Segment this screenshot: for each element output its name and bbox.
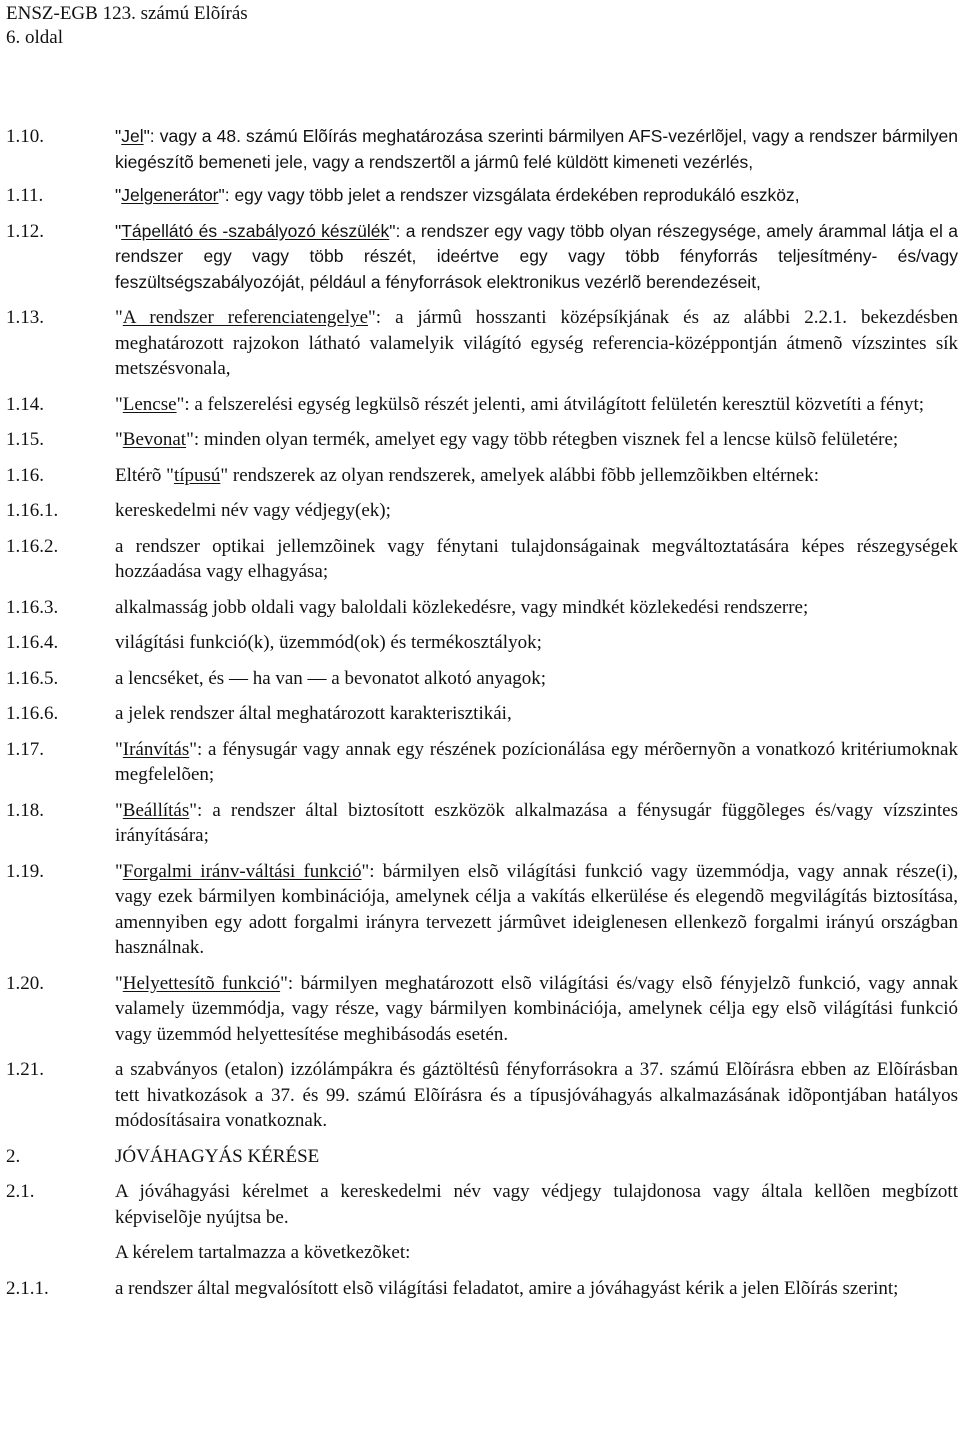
entry-2-1-intro xyxy=(6,1240,958,1266)
entry-text: "Bevonat": minden olyan termék, amelyet egy vagy több rétegben visznek fel a lencse külsõ felületére; xyxy=(115,429,899,450)
entry-1-10 xyxy=(6,124,958,175)
entry-number: 1.10. xyxy=(6,126,44,147)
entry-number: 1.13. xyxy=(6,307,44,328)
entry-1-12 xyxy=(6,219,958,296)
entry-1-18 xyxy=(6,798,958,849)
entry-number: 1.16.5. xyxy=(6,667,59,689)
defined-term: Jelgenerátor xyxy=(121,185,219,205)
entry-number: 1.16.1. xyxy=(6,500,59,521)
entry-2-1-1 xyxy=(6,1276,958,1302)
entry-1-16-5 xyxy=(6,666,958,692)
entry-number: 1.16.2. xyxy=(6,535,59,557)
section-title: JÓVÁHAGYÁS KÉRÉSE xyxy=(115,1145,320,1167)
entry-1-21 xyxy=(6,1057,958,1134)
section-number: 2. xyxy=(6,1145,21,1167)
entry-text: "Jel": vagy a 48. számú Elõírás meghatározása szerinti bármilyen AFS-vezérlõjel, vagy a rendszer bármilyen kiegészítõ bemeneti jele, vagy a rendszertõl a jármû felé küldött kimeneti vezérlés, xyxy=(115,126,958,172)
entry-number: 1.18. xyxy=(6,799,44,821)
page-header xyxy=(6,2,248,50)
entry-text: a rendszer által megvalósított elsõ világítási feladatot, amire a jóváhagyást kérik a jelen Elõírás szerint; xyxy=(115,1277,899,1299)
entry-1-11 xyxy=(6,183,958,209)
entry-number: 1.15. xyxy=(6,429,44,450)
entry-1-19 xyxy=(6,859,958,961)
entry-text: "Iránvítás": a fénysugár vagy annak egy részének pozícionálása egy mérõernyõn a vonatkozó kritériumoknak megfelelõen; xyxy=(115,738,958,785)
entry-text: a rendszer optikai jellemzõinek vagy fénytani tulajdonságainak megváltoztatására képes részegységek hozzáadása vagy elhagyása; xyxy=(115,535,958,582)
document-body xyxy=(6,124,958,1301)
entry-number: 1.11. xyxy=(6,185,44,206)
defined-term: Jel xyxy=(121,126,144,146)
defined-term: Forgalmi iránv-váltási funkció xyxy=(122,860,362,882)
entry-1-15 xyxy=(6,427,958,453)
entry-1-14 xyxy=(6,392,958,418)
defined-term: Tápellátó és -szabályozó készülék xyxy=(121,220,390,241)
entry-number: 1.12. xyxy=(6,220,44,242)
defined-term: Helyettesítõ funkció xyxy=(122,972,281,994)
entry-text: A jóváhagyási kérelmet a kereskedelmi név vagy védjegy tulajdonosa vagy általa kellõen megbízott képviselõje nyújtsa be. xyxy=(115,1181,958,1228)
entry-text: a jelek rendszer által meghatározott karakterisztikái, xyxy=(115,703,512,724)
entry-text: alkalmasság jobb oldali vagy baloldali közlekedésre, vagy mindkét közlekedési rendszerre; xyxy=(115,596,809,618)
document-title: ENSZ-EGB 123. számú Elõírás xyxy=(6,3,248,24)
entry-text: "Forgalmi iránv-váltási funkció": bármilyen elsõ világítási funkció vagy üzemmódja, vagy annak része(i), vagy ezek bármilyen kombinációja, amelynek célja a vakítás elkerülése és elegendõ megvilágítás biztosítása, amennyiben egy adott forgalmi irányra tervezett jármûvet ideiglenesen ellenkezõ forgalmi irányú országban használnak. xyxy=(115,860,959,958)
entry-1-16 xyxy=(6,463,958,489)
page-number: 6. oldal xyxy=(6,27,63,48)
entry-number: 1.16.6. xyxy=(6,703,59,724)
entry-text: világítási funkció(k), üzemmód(ok) és termékosztályok; xyxy=(115,632,542,653)
entry-number: 1.20. xyxy=(6,972,44,994)
entry-1-16-3 xyxy=(6,595,958,621)
entry-number: 1.21. xyxy=(6,1059,44,1080)
section-heading xyxy=(6,1144,958,1170)
entry-text: Eltérõ "típusú" rendszerek az olyan rendszerek, amelyek alábbi fõbb jellemzõikben eltérnek: xyxy=(115,464,819,486)
defined-term: A rendszer referenciatengelye xyxy=(122,307,369,328)
entry-text: a lencséket, és — ha van — a bevonatot alkotó anyagok; xyxy=(115,667,547,689)
entry-1-20 xyxy=(6,971,958,1048)
entry-number: 2.1.1. xyxy=(6,1277,49,1299)
entry-number xyxy=(6,1240,115,1266)
entry-text: "Tápellátó és -szabályozó készülék": a rendszer egy vagy több olyan részegysége, amely árammal látja el a rendszer egy vagy több részét, ideértve egy vagy több fényforrás teljesítmény- és/vagy feszültségszabályozóját, például a fényforrások elektronikus vezérlõ berendezéseit, xyxy=(115,220,958,292)
entry-text: A kérelem tartalmazza a következõket: xyxy=(115,1242,411,1263)
entry-text: "Lencse": a felszerelési egység legkülsõ részét jelenti, ami átvilágított felületén keresztül közvetíti a fényt; xyxy=(115,393,924,415)
entry-1-16-6 xyxy=(6,701,958,727)
entry-number: 1.17. xyxy=(6,738,44,760)
entry-number: 1.14. xyxy=(6,393,44,415)
entry-text: "Beállítás": a rendszer által biztosított eszközök alkalmazása a fénysugár függõleges és/vagy vízszintes irányítására; xyxy=(115,799,958,846)
entry-1-16-4 xyxy=(6,630,958,656)
entry-number: 1.19. xyxy=(6,860,44,882)
entry-1-16-2 xyxy=(6,534,958,585)
entry-2-1 xyxy=(6,1179,958,1230)
entry-number: 1.16.3. xyxy=(6,596,59,618)
entry-number: 1.16.4. xyxy=(6,632,59,653)
entry-1-13 xyxy=(6,305,958,382)
defined-term: típusú xyxy=(173,464,221,486)
entry-text: kereskedelmi név vagy védjegy(ek); xyxy=(115,500,391,521)
entry-1-17 xyxy=(6,737,958,788)
defined-term: Iránvítás xyxy=(122,738,190,760)
defined-term: Lencse xyxy=(122,393,177,415)
entry-text: "Jelgenerátor": egy vagy több jelet a rendszer vizsgálata érdekében reprodukáló eszköz, xyxy=(115,185,800,205)
defined-term: Beállítás xyxy=(122,799,190,821)
entry-text: a szabványos (etalon) izzólámpákra és gáztöltésû fényforrásokra a 37. számú Elõírásra ebben az Elõírásban tett hivatkozások a 37. és 99. számú Elõírásra és a típusjóváhagyás alkalmazásának idõpontjában hatályos módosításaira vonatkoznak. xyxy=(115,1059,958,1131)
entry-number: 1.16. xyxy=(6,464,44,486)
defined-term: Bevonat xyxy=(122,429,187,450)
entry-1-16-1 xyxy=(6,498,958,524)
entry-text: "Helyettesítõ funkció": bármilyen meghatározott elsõ világítási és/vagy elsõ fényjelzõ funkció, vagy annak valamely üzemmódja, vagy része, vagy bármilyen kombinációja, amelynek célja egy elsõ világítási funkció vagy üzemmód helyettesítése meghibásodás esetén. xyxy=(115,972,958,1045)
entry-number: 2.1. xyxy=(6,1181,35,1202)
entry-text: "A rendszer referenciatengelye": a jármû hosszanti középsíkjának és az alábbi 2.2.1. bekezdésben meghatározott rajzokon látható valamelyik világító egység referencia-középpontján átmenõ vízszintes sík metszésvonala, xyxy=(115,307,959,379)
